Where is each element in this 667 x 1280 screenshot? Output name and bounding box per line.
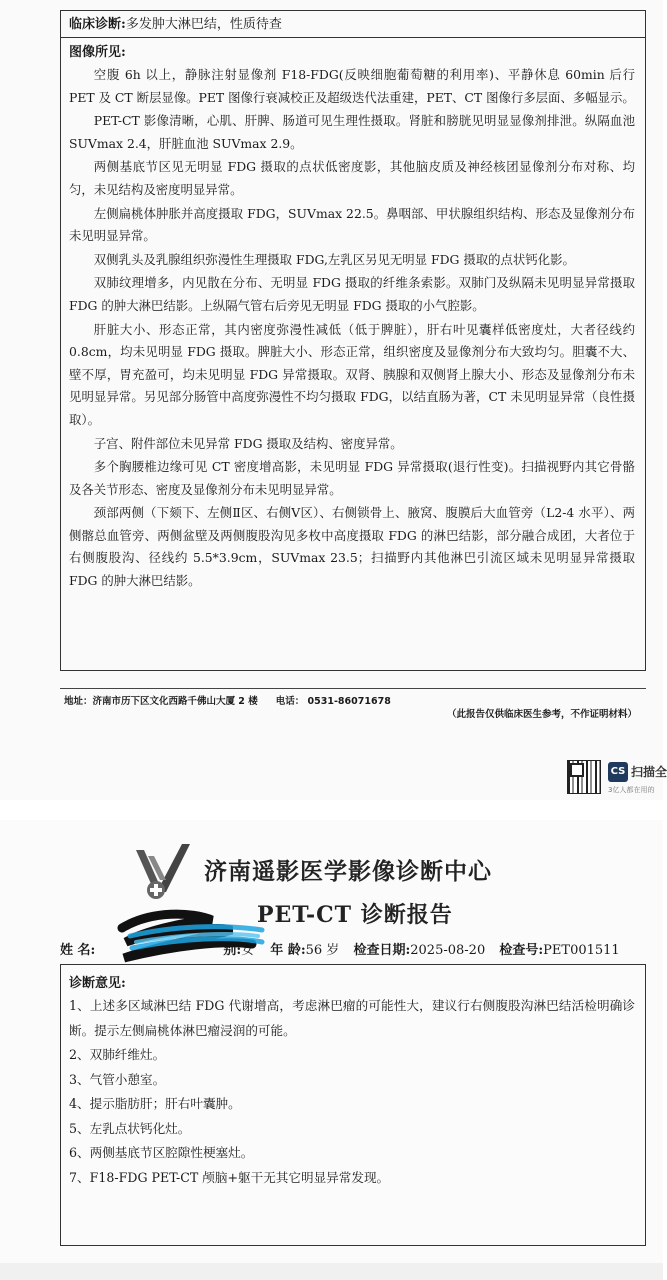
- findings-paragraph: 两侧基底节区见无明显 FDG 摄取的点状低密度影，其他脑皮质及神经核团显像剂分布对称、均匀，未见结构及密度明显异常。: [69, 159, 635, 197]
- report-page-conclusion: [0, 820, 663, 1280]
- findings-paragraph: 肝脏大小、形态正常，其内密度弥漫性减低（低于脾脏），肝右叶见囊样低密度灶，大者径线约 0.8cm，均未见明显 FDG 摄取。脾脏大小、形态正常，组织密度及显像剂分布大致均匀。胆囊不大、壁不厚，胃充盈可，均未见明显 FDG 异常摄取。双肾、胰腺和双侧肾上腺大小、形态及显像剂分布未见明显异常。另见部分肠管中高度弥漫性不均匀摄取 FDG，以结直肠为著，CT 未见明显异常（良性摄取）。: [69, 321, 635, 427]
- conclusion-title: 诊断意见:: [69, 976, 126, 991]
- bottom-edge: [0, 1263, 663, 1280]
- findings-paragraph: 子宫、附件部位未见异常 FDG 摄取及结构、密度异常。: [93, 435, 403, 451]
- footer-phone: 电话： 0531-86071678: [275, 696, 391, 707]
- findings-paragraph: 双侧乳头及乳腺组织弥漫性生理摄取 FDG,左乳区另见无明显 FDG 摄取的点状钙化影。: [93, 251, 575, 267]
- findings-paragraph: 空腹 6h 以上，静脉注射显像剂 F18-FDG(反映细胞葡萄糖的利用率)、平静休息 60min 后行 PET 及 CT 断层显像。PET 图像行衰减校正及超级迭代法重建，PET、CT 图像行多层面、多幅显示。: [69, 67, 635, 105]
- name-label: 姓 名:: [60, 943, 96, 958]
- footer-divider: [60, 688, 646, 689]
- scanner-label: 扫描全: [631, 765, 667, 779]
- conclusion-item: 5、左乳点状钙化灶。: [69, 1120, 191, 1136]
- conclusion-item: 2、双肺纤维灶。: [69, 1047, 166, 1062]
- findings-paragraph: 双肺纹理增多，内见散在分布、无明显 FDG 摄取的纤维条索影。双肺门及纵隔未见明显异常摄取 FDG 的肿大淋巴结影。上纵隔气管右后旁见无明显 FDG 摄取的小气腔影。: [69, 275, 635, 313]
- conclusion-item: 3、气管小憩室。: [69, 1071, 166, 1087]
- exam-number-value: PET001511: [543, 943, 620, 958]
- footer-disclaimer: （此报告仅供临床医生参考，不作证明材料）: [447, 709, 638, 720]
- exam-number-label: 检查号:: [499, 943, 544, 958]
- gender-value: 女: [241, 943, 255, 958]
- clinical-diagnosis-row: [60, 10, 646, 38]
- clinical-diagnosis-label: 临床诊断:: [69, 17, 126, 32]
- conclusion-item: 7、F18-FDG PET-CT 颅脑+躯干无其它明显异常发现。: [69, 1169, 390, 1185]
- hospital-logo-icon: [130, 840, 194, 904]
- findings-paragraph: PET-CT 影像清晰，心肌、肝脾、肠道可见生理性摄取。肾脏和膀胱见明显显像剂排泄。纵隔血池 SUVmax 2.4，肝脏血池 SUVmax 2.9。: [69, 113, 635, 151]
- scanner-watermark: [567, 758, 667, 800]
- conclusion-item: 6、两侧基底节区腔隙性梗塞灶。: [69, 1145, 254, 1160]
- report-title: PET-CT 诊断报告: [257, 902, 453, 928]
- camscanner-logo-icon: CS: [608, 762, 628, 782]
- exam-date-label: 检查日期:: [353, 943, 411, 958]
- conclusion-box: [60, 964, 646, 1246]
- scanner-sub-label: 3亿人都在用的: [608, 786, 655, 794]
- findings-box: [60, 38, 646, 671]
- footer-address: 地址：济南市历下区文化西路千佛山大厦 2 楼: [64, 696, 258, 707]
- gender-label: 别:: [223, 943, 242, 958]
- qr-code-icon: [567, 760, 601, 794]
- findings-paragraph: 多个胸腰椎边缘可见 CT 密度增高影，未见明显 FDG 异常摄取(退行性变)。扫描视野内其它骨骼及各关节形态、密度及显像剂分布未见明显异常。: [69, 459, 635, 497]
- footer-address-row: [64, 693, 391, 707]
- redaction-scribble: [112, 908, 267, 970]
- conclusion-item: 1、上述多区域淋巴结 FDG 代谢增高，考虑淋巴瘤的可能性大，建议行右侧腹股沟淋巴结活检明确诊断。提示左侧扁桃体淋巴瘤浸润的可能。: [69, 998, 635, 1038]
- clinical-diagnosis-value: 多发肿大淋巴结，性质待查: [125, 17, 282, 32]
- center-name: 济南遥影医学影像诊断中心: [204, 858, 492, 885]
- age-value: 56 岁: [305, 943, 340, 958]
- page-separator: [0, 800, 663, 820]
- conclusion-item: 4、提示脂肪肝；肝右叶囊肿。: [69, 1096, 241, 1111]
- findings-paragraph: 左侧扁桃体肿胀并高度摄取 FDG，SUVmax 22.5。鼻咽部、甲状腺组织结构、形态及显像剂分布未见明显异常。: [69, 205, 635, 244]
- findings-paragraph: 颈部两侧（下颏下、左侧Ⅱ区、右侧Ⅴ区）、右侧锁骨上、腋窝、腹膜后大血管旁（L2-4 水平）、两侧髂总血管旁、两侧盆壁及两侧腹股沟见多枚中高度摄取 FDG 的淋巴结影，部分融合成团，大者位于右侧腹股沟、径线约 5.5*3.9cm，SUVmax 23.5；扫描野内其他淋巴引流区域未见明显异常摄取 FDG 的肿大淋巴结影。: [69, 505, 635, 589]
- age-label: 年 龄:: [270, 943, 306, 958]
- exam-date-value: 2025-08-20: [410, 943, 486, 958]
- findings-title: 图像所见:: [69, 45, 126, 60]
